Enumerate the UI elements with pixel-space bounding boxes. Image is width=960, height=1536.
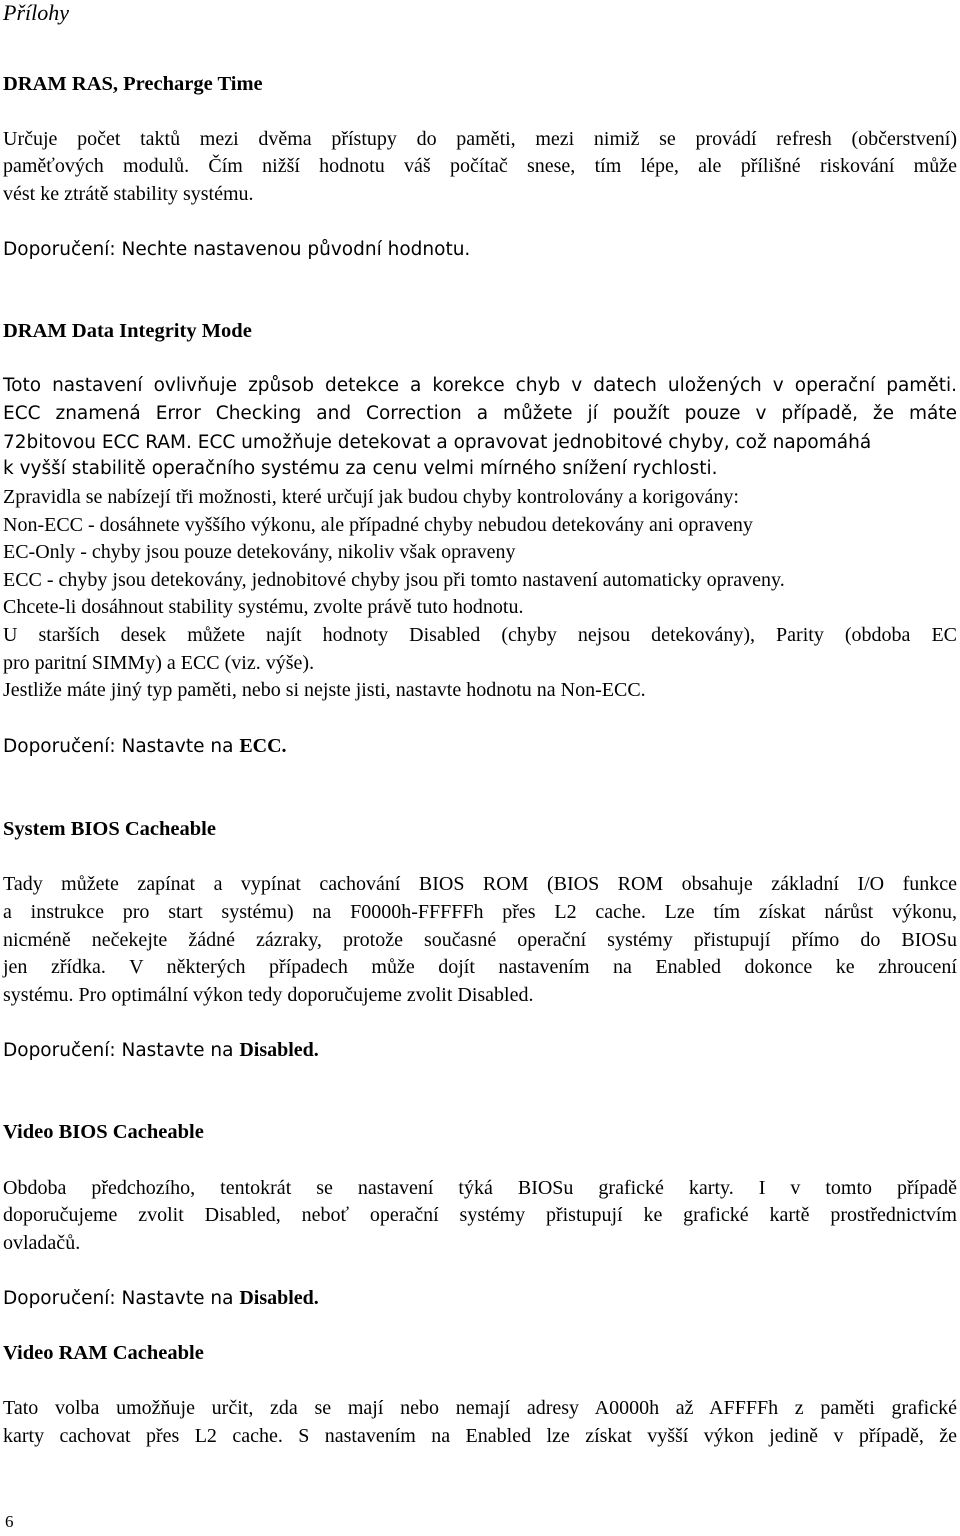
heading-video-ram-cacheable: Video RAM Cacheable [3, 1342, 204, 1364]
paragraph-line: Tady můžete zapínat a vypínat cachování BIOS ROM (BIOS ROM obsahuje základní I/O funkce [3, 873, 957, 895]
page-header: Přílohy [3, 0, 69, 25]
recommendation: Doporučení: Nechte nastavenou původní hodnotu. [3, 239, 471, 260]
paragraph-line: U starších desek můžete najít hodnoty Disabled (chyby nejsou detekovány), Parity (obdoba EC [3, 624, 957, 646]
paragraph-line: systému. Pro optimální výkon tedy doporučujeme zvolit Disabled. [3, 984, 534, 1006]
paragraph-line: doporučujeme zvolit Disabled, neboť operační systémy přistupují ke grafické kartě prostřednictvím [3, 1204, 957, 1226]
paragraph-line [3, 428, 957, 457]
paragraph-line: paměťových modulů. Čím nižší hodnotu váš počítač snese, tím lépe, ale přílišné riskování může [3, 155, 957, 177]
paragraph-line: ECC znamená Error Checking and Correction a můžete jí použít pouze v případě, že máte [3, 403, 957, 424]
paragraph-line: Jestliže máte jiný typ paměti, nebo si nejste jisti, nastavte hodnotu na Non-ECC. [3, 679, 646, 701]
heading-dram-data-integrity: DRAM Data Integrity Mode [3, 320, 252, 342]
recommendation-label: Doporučení: Nastavte na [3, 1040, 240, 1061]
paragraph-line: jen zřídka. V některých případech může dojít nastavením na Enabled dokonce ke zhroucení [3, 956, 957, 978]
paragraph-line: Obdoba předchozího, tentokrát se nastavení týká BIOSu grafické karty. I v tomto případě [3, 1177, 957, 1199]
heading-system-bios-cacheable: System BIOS Cacheable [3, 818, 216, 840]
paragraph-line: Toto nastavení ovlivňuje způsob detekce a korekce chyb v datech uložených v operační paměti. [3, 375, 957, 396]
paragraph-line: karty cachovat přes L2 cache. S nastavením na Enabled lze získat vyšší výkon jedině v případě, že [3, 1425, 957, 1447]
recommendation-label: Doporučení: Nastavte na [3, 736, 240, 757]
recommendation [3, 1036, 319, 1065]
option-non-ecc: Non-ECC - dosáhnete vyššího výkonu, ale případné chyby nebudou detekovány ani opraveny [3, 514, 753, 536]
paragraph-line: k vyšší stabilitě operačního systému za cenu velmi mírného snížení rychlosti. [3, 458, 718, 479]
text-span: 72bitovou ECC RAM. [3, 432, 192, 453]
page-number: 6 [5, 1512, 14, 1531]
text-span: ECC umožňuje detekovat a opravovat jednobitové chyby, což napomáhá [191, 432, 872, 453]
recommendation-value: Disabled. [239, 1039, 319, 1061]
heading-dram-ras: DRAM RAS, Precharge Time [3, 73, 263, 95]
recommendation-label: Doporučení: Nastavte na [3, 1288, 240, 1309]
recommendation-value: Disabled. [239, 1287, 319, 1309]
heading-video-bios-cacheable: Video BIOS Cacheable [3, 1121, 204, 1143]
option-ecc: ECC - chyby jsou detekovány, jednobitové chyby jsou při tomto nastavení automaticky opraveny. [3, 569, 785, 591]
recommendation-value: ECC. [239, 735, 287, 757]
paragraph-line: nicméně nečekejte žádné zázraky, protože současné operační systémy přistupují přímo do BIOSu [3, 929, 957, 951]
recommendation [3, 1284, 319, 1313]
option-ec-only: EC-Only - chyby jsou pouze detekovány, nikoliv však opraveny [3, 541, 516, 563]
paragraph-line: Určuje počet taktů mezi dvěma přístupy do paměti, mezi nimiž se provádí refresh (občerstvení) [3, 128, 957, 150]
recommendation [3, 732, 287, 761]
paragraph-line: Tato volba umožňuje určit, zda se mají nebo nemají adresy A0000h až AFFFFh z paměti grafické [3, 1397, 957, 1419]
paragraph-line: a instrukce pro start systému) na F0000h-FFFFFh přes L2 cache. Lze tím získat nárůst výkonu, [3, 901, 957, 923]
paragraph-line: Chcete-li dosáhnout stability systému, zvolte právě tuto hodnotu. [3, 596, 524, 618]
paragraph-line: pro paritní SIMMy) a ECC (viz. výše). [3, 652, 315, 674]
paragraph-line: ovladačů. [3, 1232, 81, 1254]
paragraph-line: vést ke ztrátě stability systému. [3, 183, 254, 205]
paragraph-line: Zpravidla se nabízejí tři možnosti, které určují jak budou chyby kontrolovány a korigovány: [3, 486, 739, 508]
